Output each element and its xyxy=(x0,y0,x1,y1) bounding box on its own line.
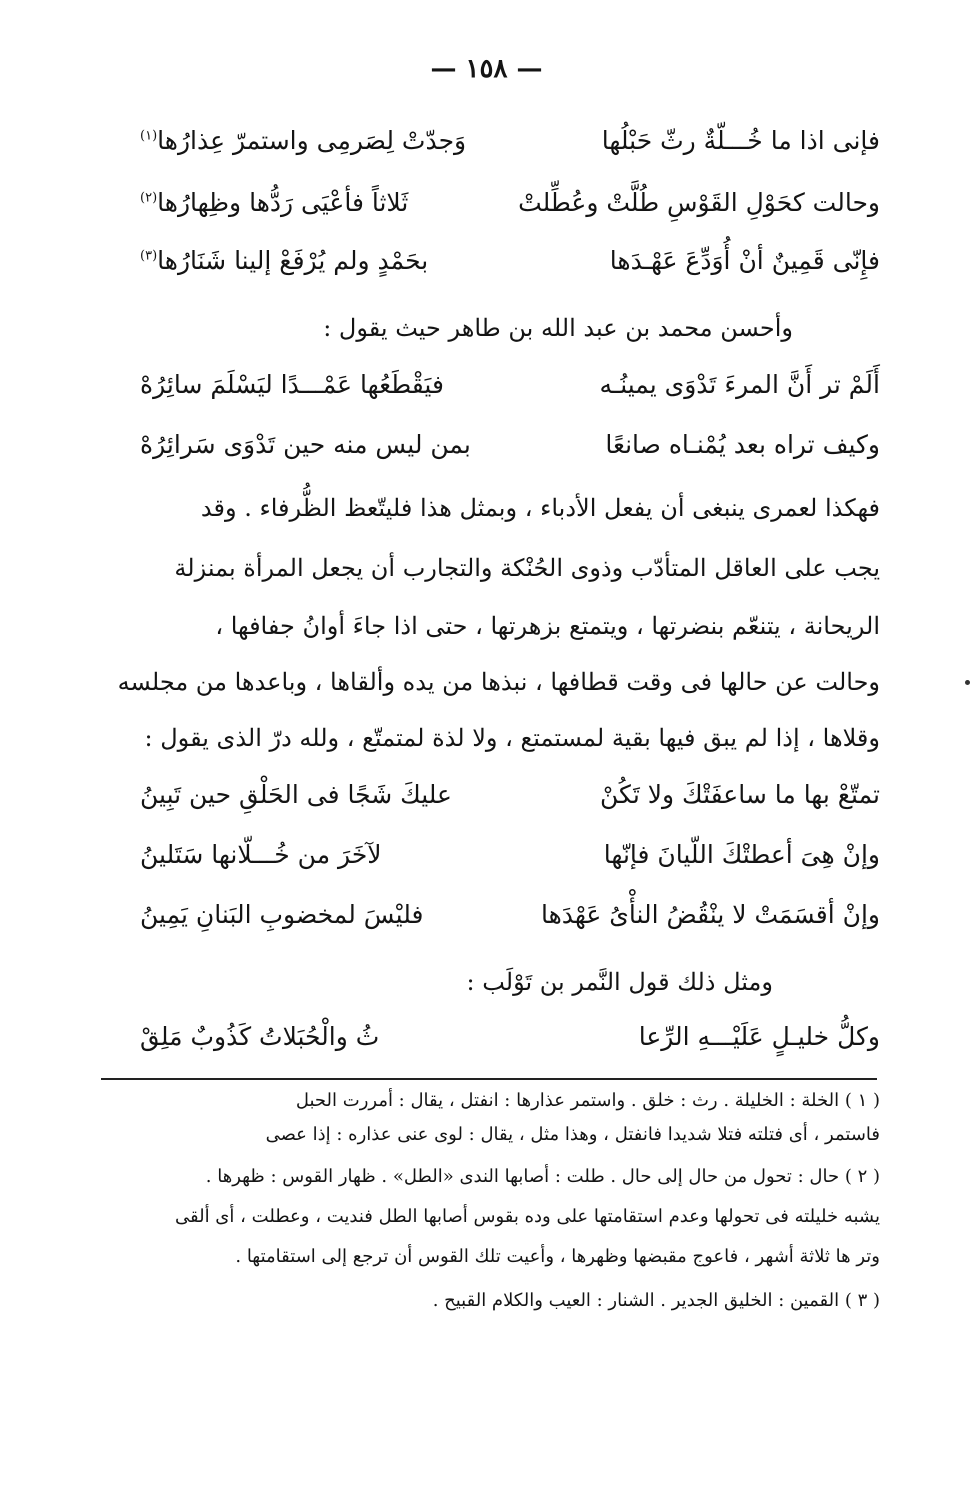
verse-second-hemistich: عليكَ شَجًا فى الحَلْقِ حين تَبِينُ xyxy=(140,780,452,809)
verse-second-hemistich-text: وَجدّتْ لِصَرمِى واستمرّ عِذارُها xyxy=(157,126,467,155)
verse-line xyxy=(140,840,880,888)
verse-second-hemistich-text: ثَلاثاً فأعْيَى رَدُّها وظِهارُها xyxy=(157,188,409,217)
verse-second-hemistich: لآخَرَ من خُـــلّانها سَتَلينُ xyxy=(140,840,382,869)
verse-line xyxy=(140,126,880,174)
verse-first-hemistich: تمتّعْ بها ما ساعفَتْكَ ولا تَكُنْ xyxy=(600,780,880,809)
verse-second-hemistich xyxy=(140,188,408,217)
verse-second-hemistich xyxy=(140,126,466,155)
verse-second-hemistich: فليْسَ لمخضوبِ البَنانِ يَمِينُ xyxy=(140,900,424,929)
footnote-line: ( ٣ ) القمين : الخليق الجدير . الشنار : العيب والكلام القبيح . xyxy=(432,1290,880,1311)
verse-first-hemistich: وكلُّ خليـلٍ عَلَيْـــهِ الرِّعا xyxy=(638,1022,880,1051)
verse-second-hemistich-text: بحَمْدٍ ولم يُرْفَعْ إلينا شَنَارُها xyxy=(157,246,429,275)
poem-introduction: ومثل ذلك قول النَّمر بن تَوْلَب : xyxy=(466,968,773,996)
footnote-reference: (٢) xyxy=(140,190,158,206)
verse-first-hemistich: وحالت كحَوْلِ القَوْسِ طُلَّتْ وعُطِّلتْ xyxy=(518,188,880,217)
prose-line: وحالت عن حالها فى وقت قطافها ، نبذها من يده وألقاها ، وباعدها من مجلسه xyxy=(117,668,880,696)
verse-line xyxy=(140,430,880,478)
verse-line xyxy=(140,370,880,418)
footnote-line: فاستمر ، أى فتلته فتلا شديدا فانفتل ، وهذا مثل ، يقال : لوى عنى عذاره : إذا عصى xyxy=(265,1124,880,1145)
prose-line: الريحانة ، يتنعّم بنضرتها ، ويتمتع بزهرتها ، حتى اذا جاءَ أوانُ جفافها ، xyxy=(215,612,880,640)
footnote-line: يشبه خليلته فى تحولها وعدم استقامتها على وده بقوس أصابها الطل فنديت ، وعطلت ، أى ألقى xyxy=(174,1206,880,1227)
verse-second-hemistich xyxy=(140,246,428,275)
page-number: — ١٥٨ — xyxy=(430,54,543,84)
footnote-reference: (١) xyxy=(140,128,158,144)
verse-second-hemistich: بمن ليس منه حين تَدْوَى سَرائِرُهْ xyxy=(140,430,471,459)
prose-line: يجب على العاقل المتأدّب وذوى الحُنْكة والتجارب أن يجعل المرأة بمنزلة xyxy=(174,554,880,582)
footnote-reference: (٣) xyxy=(140,248,158,264)
footnote-separator xyxy=(101,1078,877,1080)
verse-first-hemistich: وإنْ أقسَمَتْ لا ينْقُضُ النأْىُ عَهْدَها xyxy=(540,900,880,929)
verse-line xyxy=(140,900,880,948)
poem-introduction: وأحسن محمد بن عبد الله بن طاهر حيث يقول : xyxy=(323,314,793,342)
footnote-line: ( ٢ ) حال : تحول من حال إلى حال . طلت : أصابها الندى «الطل» . ظهار القوس : ظهرها . xyxy=(205,1166,880,1187)
verse-first-hemistich: وإنْ هِىَ أعطتْكَ اللّيانَ فإنّها xyxy=(603,840,880,869)
verse-first-hemistich: وكيف تراه بعد يُمْنـاه صانعًا xyxy=(605,430,880,459)
verse-line xyxy=(140,246,880,294)
verse-first-hemistich: فإِنّى قَمِينٌ أنْ أُوَدِّعَ عَهْـدَها xyxy=(609,246,880,275)
verse-second-hemistich: ثُ والْحُبَلاتُ كَذُوبٌ مَلِقْ xyxy=(140,1022,380,1051)
verse-first-hemistich: فإنى اذا ما خُـــلّةٌ رثّ حَبْلُها xyxy=(601,126,880,155)
verse-line xyxy=(140,1022,880,1070)
verse-line xyxy=(140,188,880,236)
prose-line: وقلاها ، إذا لم يبق فيها بقية لمستمتع ، ولا لذة لمتمتّع ، ولله درّ الذى يقول : xyxy=(144,724,880,752)
footnote-line: وتر ها ثلاثة أشهر ، فاعوج مقبضها وظهرها ، وأعيت تلك القوس أن ترجع إلى استقامتها . xyxy=(235,1246,880,1267)
verse-first-hemistich: أَلَمْ تر أَنَّ المرءَ تَدْوَى يمينُـه xyxy=(599,370,880,399)
prose-line: فهكذا لعمرى ينبغى أن يفعل الأدباء ، وبمثل هذا فليتّعظ الظُّرفاء . وقد xyxy=(200,494,880,522)
scan-speck xyxy=(965,680,970,685)
footnote-line: ( ١ ) الخلة : الخليلة . رث : خلق . واستمر عذارها : انفتل ، يقال : أمررت الحبل xyxy=(295,1090,880,1111)
verse-line xyxy=(140,780,880,828)
verse-second-hemistich: فيَقْطَعُها عَمْـــدًا ليَسْلَمَ سائِرُهْ xyxy=(140,370,444,399)
